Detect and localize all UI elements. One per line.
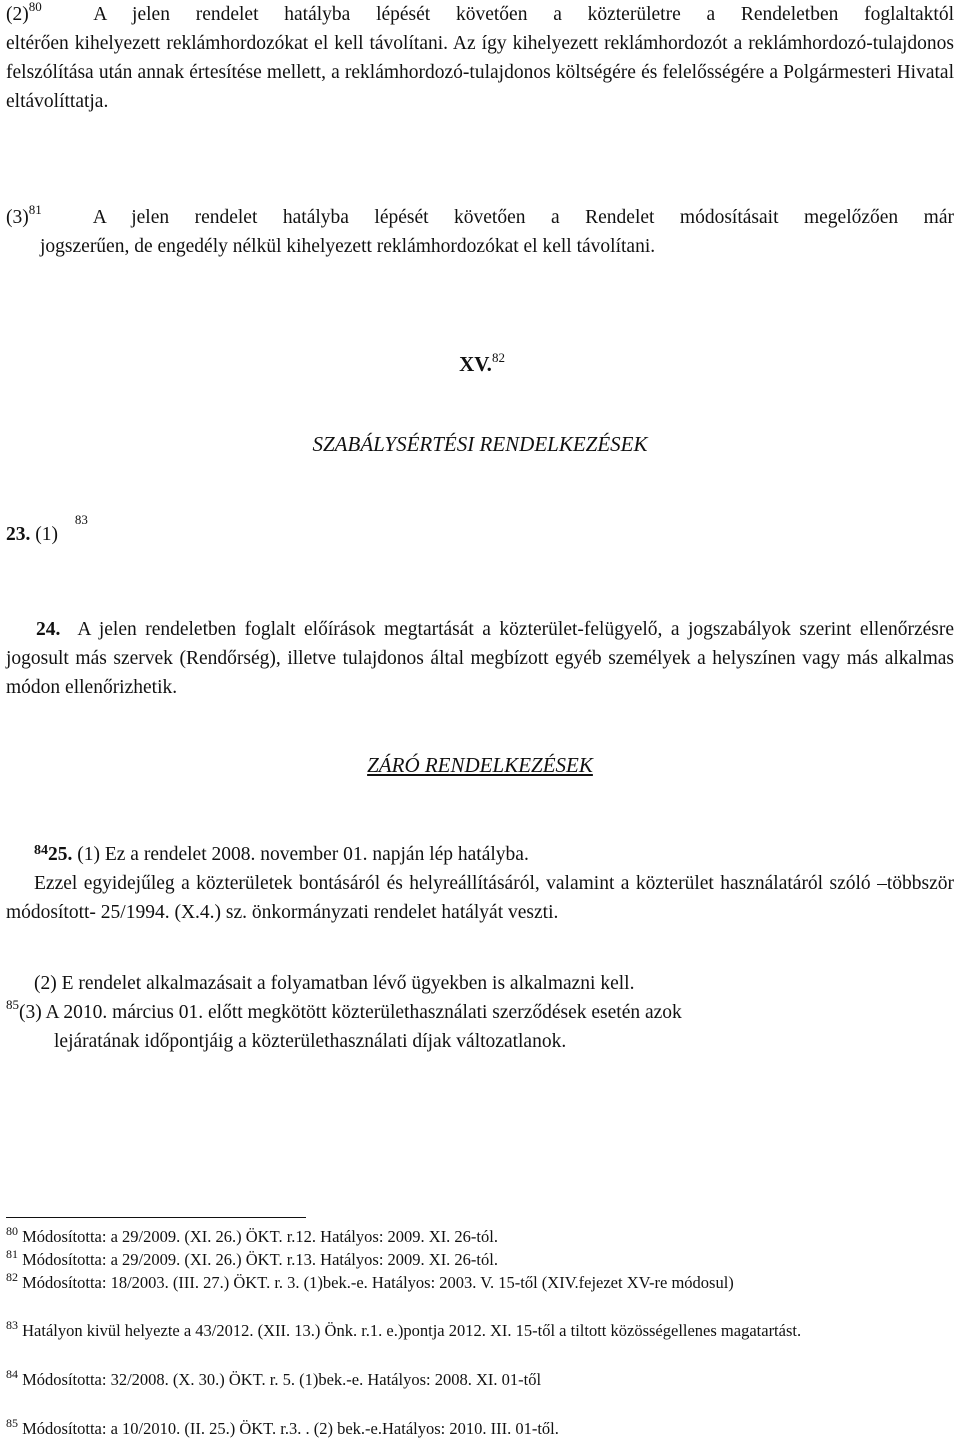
section-23-number: 23. bbox=[6, 524, 31, 545]
paragraph-3 bbox=[6, 203, 954, 261]
footnote-text: Módosította: a 29/2009. (XI. 26.) ÖKT. r.12. Hatályos: 2009. XI. 26-tól. bbox=[22, 1227, 498, 1246]
paragraph-2-first-line bbox=[6, 0, 954, 29]
footnote-text: Módosította: a 10/2010. (II. 25.) ÖKT. r.3. . (2) bek.-e.Hatályos: 2010. III. 01-től. bbox=[22, 1419, 559, 1438]
paragraph-3-line2: jogszerűen, de engedély nélkül kihelyezett reklámhordozókat el kell távolítani. bbox=[40, 236, 656, 257]
footnote-ref-82[interactable]: 82 bbox=[491, 350, 505, 365]
section-23 bbox=[6, 512, 88, 549]
footnote-ref-80[interactable]: 80 bbox=[28, 0, 42, 14]
section-24-number: 24. bbox=[36, 619, 61, 640]
section-25-p3-line2: lejáratának időpontjáig a közterülethasználati díjak változatlanok. bbox=[54, 1031, 567, 1052]
paragraph-2-rest: eltérően kihelyezett reklámhordozókat el kell távolítani. Az így kihelyezett reklámhordozót a reklámhordozó-tulajdonos felszólítása után annak értesítése mellett, a reklámhordozó-tulajdonos költségére és felelősségére a Polgármesteri Hivatal eltávolíttatja. bbox=[6, 33, 954, 112]
footnote-ref-81[interactable]: 81 bbox=[28, 202, 42, 217]
paragraph-3-line1: A jelen rendelet hatályba lépését követően a Rendelet módosításait megelőzően már bbox=[92, 207, 954, 228]
closing-title: ZÁRÓ RENDELKEZÉSEK bbox=[367, 753, 593, 777]
paragraph-3-first-line bbox=[6, 203, 954, 232]
paragraph-2-line1: A jelen rendelet hatályba lépését követően a közterületre a Rendeletben foglaltaktól bbox=[93, 4, 955, 25]
section-25-line1: (1) Ez a rendelet 2008. november 01. napján lép hatályba. bbox=[77, 844, 529, 865]
footnote-ref-83[interactable]: 83 bbox=[74, 512, 88, 527]
chapter-title: SZABÁLYSÉRTÉSI RENDELKEZÉSEK bbox=[312, 432, 648, 456]
footnote-separator bbox=[6, 1217, 306, 1218]
section-23-label: (1) bbox=[35, 524, 58, 545]
footnote-text: Módosította: a 29/2009. (XI. 26.) ÖKT. r.13. Hatályos: 2009. XI. 26-tól. bbox=[22, 1250, 498, 1269]
footnote-ref-85[interactable]: 85 bbox=[6, 997, 19, 1012]
footnote-ref-84[interactable]: 84 bbox=[34, 843, 48, 858]
section-25-p2: (2) E rendelet alkalmazásait a folyamatban lévő ügyekben is alkalmazni kell. bbox=[34, 973, 635, 994]
section-25-p3-line1 bbox=[6, 998, 682, 1027]
paragraph-3-label: (3) bbox=[6, 207, 29, 228]
section-25-paragraph: Ezzel egyidejűleg a közterületek bontásáról és helyreállításáról, valamint a közterület használatáról szóló –többször módosított- 25/1994. (X.4.) sz. önkormányzati rendelet hatályát veszti. bbox=[6, 873, 954, 923]
footnote-84 bbox=[6, 1369, 954, 1391]
paragraph-2 bbox=[6, 0, 954, 116]
section-24-text: A jelen rendeletben foglalt előírások megtartását a közterület-felügyelő, a jogszabályok szerint ellenőrzésre jogosult más szervek (Rendőrség), illetve tulajdonos által megbízott egyéb személyek a helyszínen vagy más alkalmas módon ellenőrizhetik. bbox=[6, 619, 955, 698]
footnote-number: 83 bbox=[6, 1318, 18, 1332]
footnote-number: 81 bbox=[6, 1247, 18, 1261]
chapter-heading bbox=[0, 352, 960, 377]
paragraph-2-label: (2) bbox=[6, 4, 29, 25]
footnote-85 bbox=[6, 1418, 954, 1440]
footnote-number: 80 bbox=[6, 1224, 18, 1238]
footnote-80 bbox=[6, 1226, 954, 1248]
section-25-p3-text: (3) A 2010. március 01. előtt megkötött közterülethasználati szerződések esetén azok bbox=[19, 1002, 682, 1023]
section-24 bbox=[6, 615, 954, 702]
footnote-text: Hatályon kivül helyezte a 43/2012. (XII. 13.) Önk. r.1. e.)pontja 2012. XI. 15-től a tiltott közösségellenes magatartást. bbox=[22, 1321, 802, 1340]
footnote-text: Módosította: 18/2003. (III. 27.) ÖKT. r. 3. (1)bek.-e. Hatályos: 2003. V. 15-től (XIV.fejezet XV-re módosul) bbox=[22, 1273, 734, 1292]
footnote-82 bbox=[6, 1272, 954, 1294]
section-25-first-line bbox=[34, 840, 529, 869]
footnote-83 bbox=[6, 1320, 954, 1342]
footnote-text: Módosította: 32/2008. (X. 30.) ÖKT. r. 5. (1)bek.-e. Hatályos: 2008. XI. 01-től bbox=[22, 1370, 542, 1389]
footnote-number: 85 bbox=[6, 1416, 18, 1430]
chapter-number: XV. bbox=[459, 352, 492, 376]
footnote-number: 82 bbox=[6, 1270, 18, 1284]
section-25-number: 25. bbox=[48, 844, 73, 865]
footnote-number: 84 bbox=[6, 1367, 18, 1381]
footnote-81 bbox=[6, 1249, 954, 1271]
